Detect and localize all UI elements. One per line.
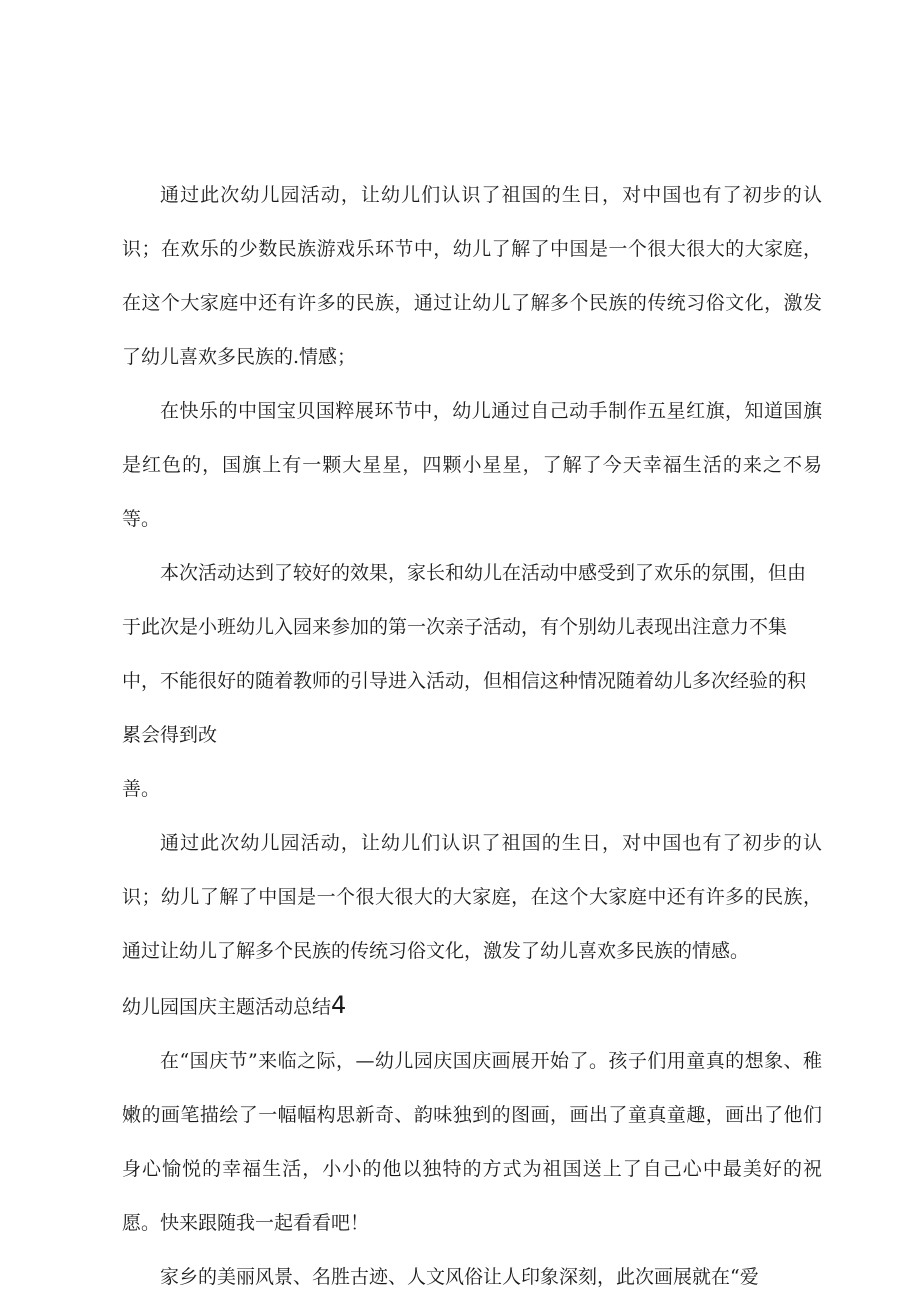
section-heading-text: 幼儿园国庆主题活动总结 (122, 996, 332, 1018)
paragraph-6: 家乡的美丽风景、名胜古迹、人文风俗让人印象深刻，此次画展就在“爱 (160, 1266, 759, 1288)
section-heading-number: 4 (331, 991, 347, 1019)
paragraph-3 (122, 546, 822, 762)
paragraph-1: 通过此次幼儿园活动，让幼儿们认识了祖国的生日，对中国也有了初步的认识；在欢乐的少数民族游戏乐环节中，幼儿了解了中国是一个很大很大的大家庭，在这个大家庭中还有许多的民族，通过让幼儿了解多个民族的传统习俗文化，激发了幼儿喜欢多民族的.情感； (122, 184, 822, 368)
section-heading (122, 978, 822, 1034)
paragraph-2: 在快乐的中国宝贝国粹展环节中，幼儿通过自己动手制作五星红旗，知道国旗是红色的，国旗上有一颗大星星，四颗小星星，了解了今天幸福生活的来之不易等。 (122, 400, 822, 530)
paragraph-3-main: 本次活动达到了较好的效果，家长和幼儿在活动中感受到了欢乐的氛围，但由于此次是小班幼儿入园来参加的第一次亲子活动，有个别幼儿表现出注意力不集中，不能很好的随着教师的引导进入活动，但相信这种情况随着幼儿多次经验的积累会得到改 (122, 562, 807, 746)
paragraph-4: 通过此次幼儿园活动，让幼儿们认识了祖国的生日，对中国也有了初步的认识；幼儿了解了中国是一个很大很大的大家庭，在这个大家庭中还有许多的民族，通过让幼儿了解多个民族的传统习俗文化，激发了幼儿喜欢多民族的情感。 (122, 832, 822, 962)
paragraph-5: 在“国庆节”来临之际，—幼儿园庆国庆画展开始了。孩子们用童真的想象、稚嫩的画笔描绘了一幅幅构思新奇、韵味独到的图画，画出了童真童趣，画出了他们身心愉悦的幸福生活，小小的他以独特的方式为祖国送上了自己心中最美好的祝愿。快来跟随我一起看看吧！ (122, 1050, 822, 1234)
document-page (122, 168, 822, 1304)
paragraph-3-tail: 善。 (122, 778, 161, 800)
